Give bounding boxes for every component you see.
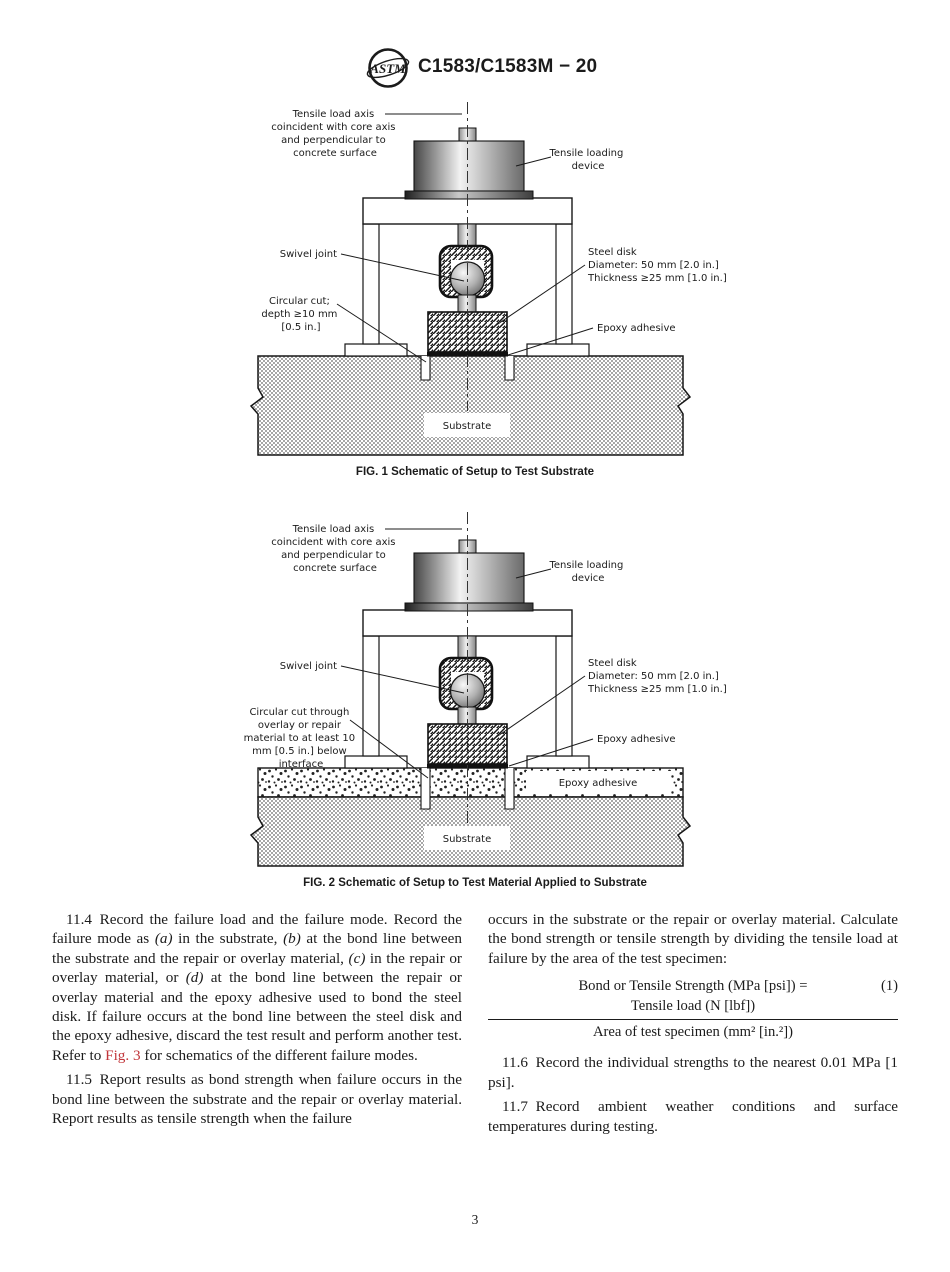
frame-leg-right xyxy=(556,224,572,344)
text-segment: occurs in the substrate or the repair or overlay material. Calculate the bond strength or tensile strength by dividing the tensile load at failure by the area of the test specimen: xyxy=(488,911,898,967)
device-label: Tensile loading device xyxy=(549,560,624,584)
circular-cut-label: Circular cut; depth ≥10 mm [0.5 in.] xyxy=(261,296,338,333)
frame-foot-right xyxy=(527,756,589,768)
text-segment: (b) xyxy=(283,930,301,948)
tensile-loading-device xyxy=(414,141,524,191)
substrate-label: Substrate xyxy=(442,421,492,432)
text-segment: 11.4 Record the failure load and the failure mode. Record the failure mode as xyxy=(52,911,462,948)
text-segment: 11.5 Report results as bond strength when failure occurs in the bond line between the substrate and the repair or overlay material. Report results as tensile strength when the failure xyxy=(52,1071,462,1128)
text-column-left xyxy=(52,910,462,1133)
equation-number: (1) xyxy=(880,978,898,995)
device-flange xyxy=(405,191,533,199)
astm-logo xyxy=(366,46,410,90)
page-number: 3 xyxy=(471,1212,479,1227)
fig3-reference-link[interactable]: Fig. 3 xyxy=(105,1046,141,1064)
core-cut-right xyxy=(505,356,514,380)
text-segment: (c) xyxy=(348,949,366,967)
device-label: Tensile loading device xyxy=(549,148,624,172)
frame-foot-left xyxy=(345,756,407,768)
swivel-label: Swivel joint xyxy=(279,661,337,672)
text-segment: in the substrate, xyxy=(172,930,284,948)
epoxy-layer-label: Epoxy adhesive xyxy=(558,778,638,789)
circular-cut-label: Circular cut through overlay or repair material to at least 10 mm [0.5 in.] below interface xyxy=(243,707,356,770)
paragraph-11-4 xyxy=(52,910,462,1065)
equation-fraction xyxy=(488,997,898,1043)
text-segment: 11.7 Record ambient weather conditions and surface temperatures during testing. xyxy=(488,1098,898,1135)
equation-numerator: Tensile load (N [lbf]) xyxy=(630,997,756,1014)
equation-denominator: Area of test specimen (mm² [in.²]) xyxy=(488,1019,898,1042)
paragraph-11-6 xyxy=(488,1053,898,1092)
text-segment: (d) xyxy=(185,969,204,987)
figure-2-caption: FIG. 2 Schematic of Setup to Test Material Applied to Substrate xyxy=(303,877,647,889)
text-segment: 11.6 Record the individual strengths to the nearest 0.01 MPa [1 psi]. xyxy=(488,1054,898,1091)
steel-disk-label: Steel disk Diameter: 50 mm [2.0 in.] Thickness ≥25 mm [1.0 in.] xyxy=(588,658,727,695)
text-segment: for schematics of the different failure modes. xyxy=(140,1046,418,1064)
device-flange xyxy=(405,603,533,611)
paragraph-11-7 xyxy=(488,1097,898,1136)
steel-disk-label: Steel disk Diameter: 50 mm [2.0 in.] Thickness ≥25 mm [1.0 in.] xyxy=(588,247,727,284)
frame-foot-left xyxy=(345,344,407,356)
standard-designation: C1583/C1583M − 20 xyxy=(418,56,598,77)
text-segment: at the bond line between the repair or overlay material and the epoxy adhesive used to bond the steel disk. If failure occurs at the bond line between the steel disk and the epoxy adhesive, discard the test result and perform another test. Refer to xyxy=(52,969,462,1064)
equation-1 xyxy=(488,977,898,1042)
text-segment: at the bond line between the substrate and the repair or overlay material, xyxy=(52,930,463,967)
swivel-label: Swivel joint xyxy=(279,249,337,260)
axis-label: Tensile load axis coincident with core axis and perpendicular to concrete surface xyxy=(271,109,396,159)
frame-leg-right xyxy=(556,636,572,756)
equation-lhs: Bond or Tensile Strength (MPa [psi]) = xyxy=(578,978,808,995)
paragraph-11-5-continued xyxy=(488,910,898,968)
epoxy-label: Epoxy adhesive xyxy=(597,734,676,745)
figure-2-schematic xyxy=(235,512,765,872)
tensile-loading-device xyxy=(414,553,524,603)
astm-logo-text: ASTM xyxy=(370,61,406,76)
text-segment: (a) xyxy=(154,930,173,948)
frame-leg-left xyxy=(363,636,379,756)
substrate-label: Substrate xyxy=(442,834,492,845)
paragraph-11-5 xyxy=(52,1070,462,1128)
axis-label: Tensile load axis coincident with core axis and perpendicular to concrete surface xyxy=(271,524,396,574)
figure-1-schematic xyxy=(235,100,765,462)
core-cut-right xyxy=(505,768,514,809)
epoxy-label: Epoxy adhesive xyxy=(597,323,676,334)
substrate-block xyxy=(251,356,690,455)
text-segment: in the repair or overlay material, or xyxy=(52,949,462,987)
text-column-right xyxy=(488,910,898,1141)
figure-1-caption: FIG. 1 Schematic of Setup to Test Substrate xyxy=(355,466,595,478)
